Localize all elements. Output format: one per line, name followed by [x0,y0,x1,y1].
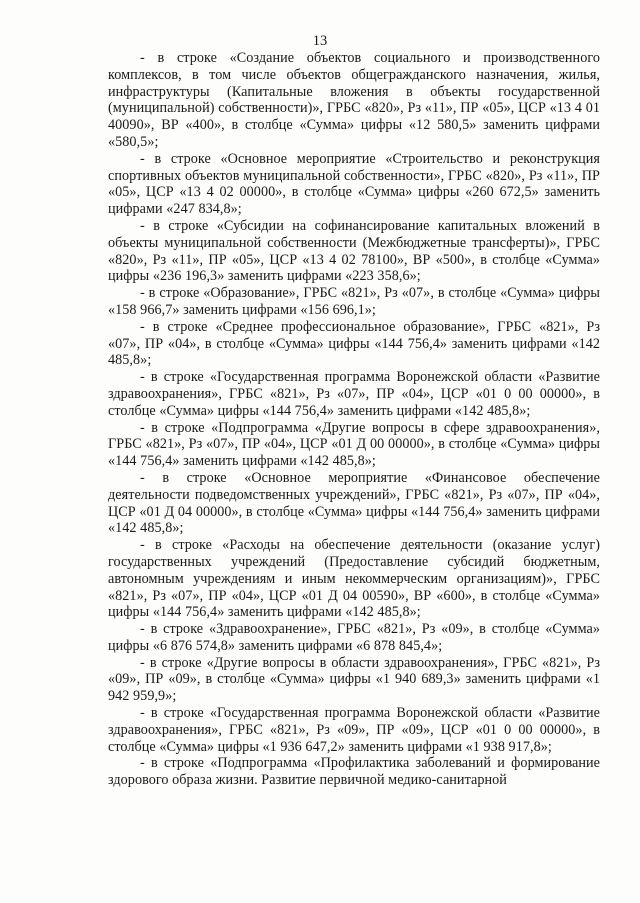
paragraph-13: - в строке «Подпрограмма «Профилактика заболеваний и формирование здорового образа жизни. Развитие первичной медико-санитарной [108,755,600,789]
paragraph-8: - в строке «Основное мероприятие «Финансовое обеспечение деятельности подведомственных учреждений», ГРБС «821», Рз «07», ПР «04», ЦСР «01 Д 04 00000», в столбце «Сумма» цифры «144 756,4» заменить цифрами «142 485,8»; [108,469,600,537]
paragraph-6: - в строке «Государственная программа Воронежской области «Развитие здравоохранения», ГРБС «821», Рз «07», ПР «04», ЦСР «01 0 00 00000», в столбце «Сумма» цифры «144 756,4» заменить цифрами «142 485,8»; [108,369,600,419]
paragraph-12: - в строке «Государственная программа Воронежской области «Развитие здравоохранения», ГРБС «821», Рз «09», ПР «09», ЦСР «01 0 00 00000», в столбце «Сумма» цифры «1 936 647,2» заменить цифрами «1 938 917,8»; [108,705,600,755]
paragraph-2: - в строке «Основное мероприятие «Строительство и реконструкция спортивных объектов муниципальной собственности», ГРБС «820», Рз «11», ПР «05», ЦСР «13 4 02 00000», в столбце «Сумма» цифры «260 672,5» заменить цифрами «247 834,8»; [108,150,600,218]
page-number: 13 [312,33,328,49]
document-body [108,50,600,789]
paragraph-3: - в строке «Субсидии на софинансирование капитальных вложений в объекты муниципальной собственности (Межбюджетные трансферты)», ГРБС «820», Рз «11», ПР «05», ЦСР «13 4 02 78100», ВР «500», в столбце «Сумма» цифры «236 196,3» заменить цифрами «223 358,6»; [108,217,600,285]
paragraph-9: - в строке «Расходы на обеспечение деятельности (оказание услуг) государственных учреждений (Предоставление субсидий бюджетным, автономным учреждениям и иным некоммерческим организациям)», ГРБС «821», Рз «07», ПР «04», ЦСР «01 Д 04 00590», ВР «600», в столбце «Сумма» цифры «144 756,4» заменить цифрами «142 485,8»; [108,537,600,621]
paragraph-10: - в строке «Здравоохранение», ГРБС «821», Рз «09», в столбце «Сумма» цифры «6 876 574,8» заменить цифрами «6 878 845,4»; [108,621,600,654]
paragraph-4: - в строке «Образование», ГРБС «821», Рз «07», в столбце «Сумма» цифры «158 966,7» заменить цифрами «156 696,1»; [108,285,600,318]
paragraph-11: - в строке «Другие вопросы в области здравоохранения», ГРБС «821», Рз «09», ПР «09», в столбце «Сумма» цифры «1 940 689,3» заменить цифрами «1 942 959,9»; [108,654,600,705]
paragraph-5: - в строке «Среднее профессиональное образование», ГРБС «821», Рз «07», ПР «04», в столбце «Сумма» цифры «144 756,4» заменить цифрами «142 485,8»; [108,318,600,369]
paragraph-1: - в строке «Создание объектов социального и производственного комплексов, в том числе объектов общегражданского назначения, жилья, инфраструктуры (Капитальные вложения в объекты государственной (муниципальной) собственности)», ГРБС «820», Рз «11», ПР «05», ЦСР «13 4 01 40090», ВР «400», в столбце «Сумма» цифры «12 580,5» заменить цифрами «580,5»; [108,50,600,150]
paragraph-7: - в строке «Подпрограмма «Другие вопросы в сфере здравоохранения», ГРБС «821», Рз «07», ПР «04», ЦСР «01 Д 00 00000», в столбце «Сумма» цифры «144 756,4» заменить цифрами «142 485,8»; [108,419,600,470]
